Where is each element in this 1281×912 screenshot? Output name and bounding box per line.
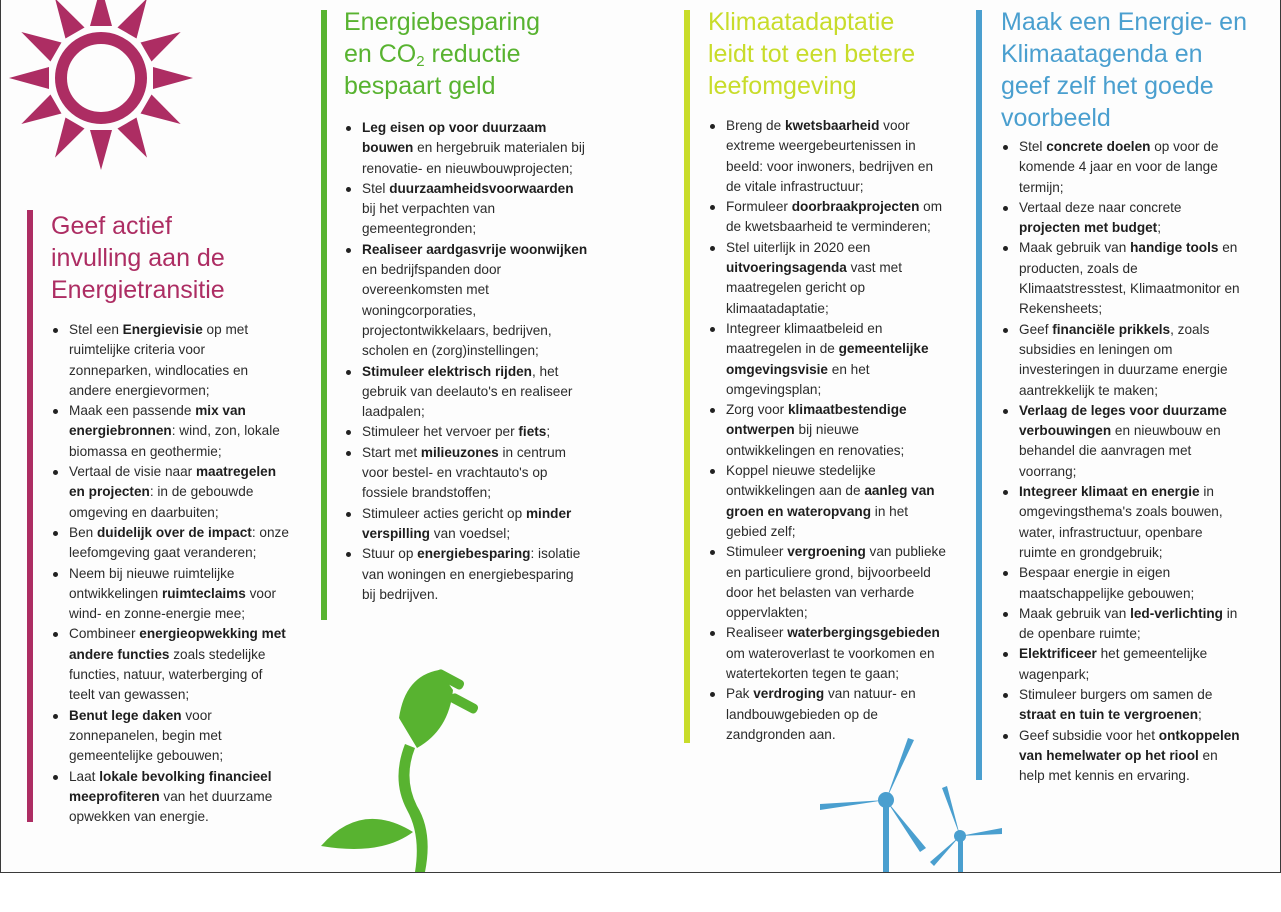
text-segment: Stimuleer <box>726 544 788 560</box>
bold-phrase: maatregelen en projecten <box>69 464 277 500</box>
text-segment: op voor de komende 4 jaar en voor de lange termijn; <box>1019 139 1219 195</box>
text-segment: , het gebruik van deelauto's en realiseer laadpalen; <box>362 363 573 420</box>
text-segment: in centrum voor bestel- en vrachtauto's op fossiele brandstoffen; <box>362 444 566 501</box>
text-segment: op met ruimtelijke criteria voor zonneparken, windlocaties en andere energievormen; <box>69 322 249 398</box>
text-segment: ; <box>1157 220 1161 236</box>
sun-ray <box>21 32 61 62</box>
bullet-item <box>708 542 951 623</box>
col2-title-line: Energiebesparing <box>344 8 540 36</box>
text-segment: Stel <box>362 180 390 196</box>
bold-phrase: energieopwekking met andere functies <box>69 626 286 662</box>
text-segment: vast met maatregelen gericht op klimaatadaptatie; <box>726 260 903 316</box>
text-segment: voor zonnepanelen, begin met gemeentelijke gebouwen; <box>69 707 224 764</box>
text-segment: , zoals subsidies en leningen om investeringen in duurzame energie aantrekkelijk te maken; <box>1019 321 1228 398</box>
text-segment: Maak gebruik van <box>1019 605 1131 621</box>
bold-phrase: mix van energiebronnen <box>69 403 246 439</box>
bold-phrase: vergroening <box>787 544 866 560</box>
bold-phrase: Verlaag de leges voor duurzame verbouwingen <box>1019 402 1227 439</box>
bullet-item <box>1001 320 1241 401</box>
col3-title-line: leidt tot een betere <box>708 40 916 68</box>
text-segment: : onze leefomgeving gaat veranderen; <box>69 524 289 561</box>
text-segment: Stel een <box>69 322 123 337</box>
col2-title-line: en $CO_2$ reductie <box>344 40 521 70</box>
text-segment: Koppel nieuwe stedelijke ontwikkelingen aan de <box>726 463 876 499</box>
sun-ray <box>141 94 181 124</box>
text-segment: Maak een passende <box>69 403 196 419</box>
bold-phrase: financiële prikkels <box>1052 321 1171 337</box>
text-segment: ; <box>1198 707 1202 723</box>
col2-title <box>344 6 634 102</box>
col4-title-line: Maak een Energie- en <box>1001 8 1247 36</box>
text-segment: en nieuwbouw en behandel die aanvragen met voorrang; <box>1019 423 1221 479</box>
text-segment: voor wind- en zonne-energie mee; <box>69 585 277 622</box>
bullet-item <box>1001 604 1241 645</box>
text-segment: bij het verpachten van gemeentegronden; <box>362 201 496 237</box>
text-segment: in het gebied zelf; <box>726 503 909 539</box>
bold-phrase: concrete doelen <box>1046 139 1151 154</box>
bullet-item <box>344 118 589 179</box>
sun-ray <box>141 32 181 62</box>
bullet-item <box>708 197 951 238</box>
text-segment: Geef subsidie voor het <box>1019 727 1159 743</box>
col1-bullet-list <box>51 320 291 827</box>
text-segment: : wind, zon, lokale biomassa en geothermie; <box>69 423 280 459</box>
col4-bullet-list <box>1001 137 1241 787</box>
text-segment: : in de gebouwde omgeving en daarbuiten; <box>69 484 254 520</box>
bullet-item <box>51 706 291 767</box>
col1-title-line: Energietransitie <box>51 276 225 304</box>
text-segment: van natuur- en landbouwgebieden op de zandgronden aan. <box>726 686 916 742</box>
text-segment: Laat <box>69 768 100 784</box>
bold-phrase: doorbraakprojecten <box>791 199 920 215</box>
bullet-item <box>1001 238 1241 319</box>
bullet-item <box>1001 482 1241 563</box>
text-segment: Formuleer <box>726 199 792 215</box>
bold-phrase: milieuzones <box>420 444 499 460</box>
plug-icon <box>321 660 501 872</box>
sun-ray <box>21 94 61 124</box>
sun-ray <box>90 0 112 26</box>
bullet-item <box>1001 198 1241 239</box>
bold-phrase: Stimuleer elektrisch rijden <box>362 363 532 379</box>
bullet-item <box>51 624 291 705</box>
bullet-item <box>344 179 589 240</box>
bold-phrase: straat en tuin te vergroenen <box>1019 707 1199 723</box>
bullet-item <box>708 238 951 319</box>
text-segment: voor extreme weergebeurtenissen in beeld: voor inwoners, bedrijven en de vitale infrastructuur; <box>726 118 934 194</box>
bullet-item <box>51 523 291 564</box>
text-segment: en help met kennis en ervaring. <box>1019 747 1218 784</box>
bullet-item <box>51 767 291 828</box>
text-segment: Zorg voor <box>726 402 788 418</box>
col1-title-line: Geef actief <box>51 212 172 240</box>
bold-phrase: ruimteclaims <box>161 585 246 601</box>
bullet-item <box>344 422 589 442</box>
text-segment: Realiseer <box>726 625 788 641</box>
text-segment: Vertaal de visie naar <box>69 464 196 480</box>
text-segment: zoals stedelijke functies, natuur, waterberging of teelt van gewassen; <box>69 646 266 703</box>
bullet-item <box>344 240 589 362</box>
bold-phrase: klimaatbestendige ontwerpen <box>726 402 907 438</box>
bullet-item <box>1001 563 1241 604</box>
sun-icon <box>1 0 201 175</box>
bold-phrase: kwetsbaarheid <box>784 118 880 133</box>
text-segment: Stuur op <box>362 546 418 562</box>
col1-accent-bar <box>27 210 33 822</box>
text-segment: Maak gebruik van <box>1019 240 1131 256</box>
bold-phrase: fiets <box>518 424 547 440</box>
col1-title-line: invulling aan de <box>51 244 225 272</box>
col4-title-line: Klimaatagenda en <box>1001 40 1203 68</box>
text-segment: in omgevingsthema's zoals bouwen, water, infrastructuur, openbare ruimte en grondgebruik; <box>1019 484 1223 560</box>
bold-phrase: gemeentelijke omgevingsvisie <box>726 341 929 377</box>
text-segment: Vertaal deze naar concrete <box>1019 199 1182 215</box>
bold-phrase: projecten met budget <box>1019 220 1158 236</box>
text-segment: om wateroverlast te voorkomen en watertekorten tegen te gaan; <box>726 645 935 682</box>
bullet-item <box>708 319 951 400</box>
bullet-item <box>1001 726 1241 787</box>
text-segment: om de kwetsbaarheid te verminderen; <box>726 199 943 235</box>
bold-phrase: Realiseer aardgasvrije woonwijken <box>362 241 588 257</box>
col2-accent-bar <box>321 10 327 620</box>
bullet-item <box>708 116 951 197</box>
bullet-item <box>344 443 589 504</box>
text-segment: bij nieuwe ontwikkelingen en renovaties; <box>726 422 905 458</box>
text-segment: en producten, zoals de Klimaatstresstest, Klimaatmonitor en Rekensheets; <box>1019 240 1240 317</box>
col1-title <box>51 210 301 306</box>
bold-phrase: Energievisie <box>122 322 203 337</box>
col4-accent-bar <box>976 10 982 780</box>
sun-ray <box>55 0 85 38</box>
text-segment: en hergebruik materialen bij renovatie- en nieuwbouwprojecten; <box>362 140 585 176</box>
text-segment: en het omgevingsplan; <box>726 361 870 397</box>
text-segment: van voedsel; <box>430 525 511 541</box>
text-segment: Neem bij nieuwe ruimtelijke ontwikkelingen <box>69 565 235 601</box>
bold-phrase: lokale bevolking financieel meeprofiteren <box>69 768 272 804</box>
bullet-item <box>344 544 589 605</box>
bold-phrase: waterbergingsgebieden <box>787 625 940 641</box>
bullet-item <box>1001 137 1241 198</box>
text-segment: : isolatie van woningen en energiebesparing bij bedrijven. <box>362 546 581 602</box>
bullet-item <box>708 461 951 542</box>
text-segment: Breng de <box>726 118 785 133</box>
text-segment: Stimuleer burgers om samen de <box>1019 687 1213 703</box>
bullet-item <box>1001 401 1241 482</box>
bold-phrase: duurzaamheidsvoorwaarden <box>389 180 574 196</box>
bold-phrase: minder verspilling <box>362 505 572 541</box>
bullet-item <box>344 504 589 545</box>
bold-phrase: Elektrificeer <box>1019 646 1097 662</box>
bullet-item <box>708 623 951 684</box>
bullet-item <box>708 400 951 461</box>
col3-title-line: leefomgeving <box>708 72 857 100</box>
text-segment: Pak <box>726 686 754 702</box>
bullet-item <box>1001 685 1241 726</box>
col3-title-line: Klimaatadaptatie <box>708 8 895 36</box>
bullet-item <box>1001 644 1241 685</box>
bold-phrase: verdroging <box>753 686 825 702</box>
bullet-item <box>51 564 291 625</box>
text-segment: en bedrijfspanden door overeenkomsten met woningcorporaties, projectontwikkelaars, bedrijven, scholen en (zorg)instellingen; <box>362 262 552 359</box>
text-segment: in de openbare ruimte; <box>1019 605 1238 642</box>
col4-title-line: voorbeeld <box>1001 104 1111 132</box>
text-segment: Stimuleer het vervoer per <box>362 424 519 440</box>
col2-bullet-list <box>344 118 589 605</box>
bullet-item <box>51 320 291 401</box>
bold-phrase: duidelijk over de impact <box>96 524 252 540</box>
sun-ray <box>117 0 147 38</box>
sun-ray <box>90 130 112 170</box>
text-segment: Bespaar energie in eigen maatschappelijke gebouwen; <box>1019 565 1195 601</box>
text-segment: Stel <box>1019 139 1047 154</box>
text-segment: Ben <box>69 524 97 540</box>
text-segment: het gemeentelijke wagenpark; <box>1019 646 1208 682</box>
col3-bullet-list <box>708 116 951 745</box>
bold-phrase: led-verlichting <box>1130 605 1223 621</box>
sun-ray <box>9 67 49 89</box>
col2-title-line: bespaart geld <box>344 72 496 100</box>
col3-accent-bar <box>684 10 690 743</box>
text-segment: Geef <box>1019 321 1053 337</box>
text-segment: Stel uiterlijk in 2020 een <box>726 239 871 255</box>
bullet-item <box>51 462 291 523</box>
bold-phrase: ontkoppelen van hemelwater op het riool <box>1019 727 1240 763</box>
col4-title-line: geef zelf het goede <box>1001 72 1214 100</box>
bold-phrase: Leg eisen op voor duurzaam bouwen <box>362 120 547 156</box>
bullet-item <box>51 401 291 462</box>
text-segment: Stimuleer acties gericht op <box>362 505 526 521</box>
sun-ray <box>55 118 85 158</box>
col4-title <box>1001 6 1279 134</box>
bullet-item <box>344 362 589 423</box>
bold-phrase: Integreer klimaat en energie <box>1019 484 1200 500</box>
text-segment: van het duurzame opwekken van energie. <box>69 788 273 825</box>
col3-title <box>708 6 968 102</box>
text-segment: Start met <box>362 444 421 460</box>
text-segment: van publieke en particuliere grond, bijvoorbeeld door het belasten van verharde oppervlakten; <box>726 544 946 621</box>
bold-phrase: handige tools <box>1130 240 1219 256</box>
bold-phrase: aanleg van groen en wateropvang <box>726 483 935 519</box>
sun-ray <box>117 118 147 158</box>
text-segment: ; <box>546 424 551 440</box>
sun-ray <box>153 67 193 89</box>
text-segment: Integreer klimaatbeleid en maatregelen in de <box>726 320 883 357</box>
text-segment: Combineer <box>69 626 140 642</box>
bold-phrase: uitvoeringsagenda <box>726 260 847 276</box>
bold-phrase: Benut lege daken <box>69 707 182 723</box>
bold-phrase: energiebesparing <box>417 546 531 562</box>
